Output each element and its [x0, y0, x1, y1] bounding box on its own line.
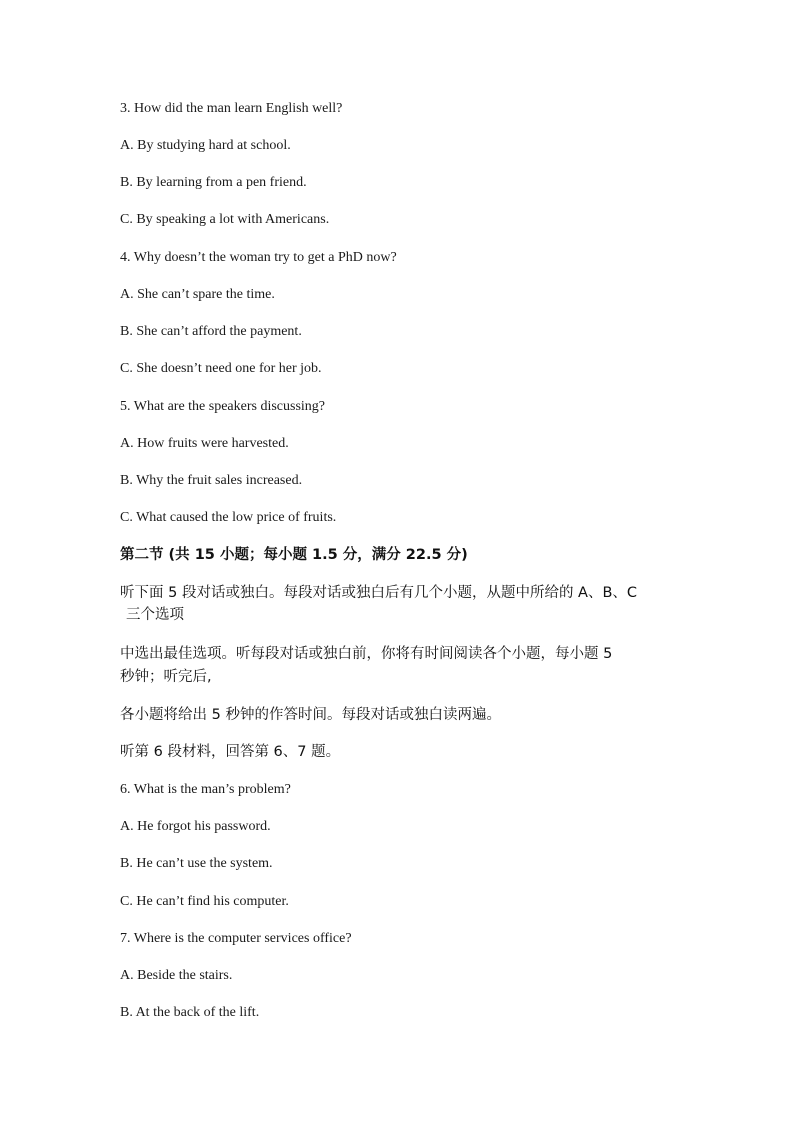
question-7-option-b: B. At the back of the lift.: [120, 1005, 260, 1020]
section-2-instruction-line-2: 三个选项: [126, 607, 184, 623]
question-6: 6. What is the man’s problem?: [120, 782, 291, 797]
question-4: 4. Why doesn’t the woman try to get a PhD now?: [120, 250, 397, 265]
question-3-option-b: B. By learning from a pen friend.: [120, 175, 307, 190]
section-2-instruction-line-3: 中选出最佳选项。听每段对话或独白前，你将有时间阅读各个小题，每小题 5: [120, 646, 613, 662]
section-2-instruction-line-4: 秒钟；听完后,: [120, 669, 212, 685]
question-7: 7. Where is the computer services office?: [120, 931, 352, 946]
question-6-option-c: C. He can’t find his computer.: [120, 894, 289, 909]
question-7-option-a: A. Beside the stairs.: [120, 968, 233, 983]
question-5: 5. What are the speakers discussing?: [120, 399, 326, 414]
question-4-option-c: C. She doesn’t need one for her job.: [120, 361, 322, 376]
question-5-option-b: B. Why the fruit sales increased.: [120, 473, 303, 488]
section-2-heading: 第二节 (共 15 小题；每小题 1.5 分，满分 22.5 分): [120, 547, 468, 563]
question-3: 3. How did the man learn English well?: [120, 101, 343, 116]
material-6-instruction: 听第 6 段材料，回答第 6、7 题。: [120, 744, 341, 760]
section-2-instruction-line-5: 各小题将给出 5 秒钟的作答时间。每段对话或独白读两遍。: [120, 707, 501, 723]
question-4-option-a: A. She can’t spare the time.: [120, 287, 275, 302]
section-2-instruction-line-1: 听下面 5 段对话或独白。每段对话或独白后有几个小题，从题中所给的 A、B、C: [120, 585, 638, 601]
question-5-option-c: C. What caused the low price of fruits.: [120, 510, 337, 525]
question-4-option-b: B. She can’t afford the payment.: [120, 324, 302, 339]
question-6-option-b: B. He can’t use the system.: [120, 856, 273, 871]
question-3-option-c: C. By speaking a lot with Americans.: [120, 212, 330, 227]
question-6-option-a: A. He forgot his password.: [120, 819, 271, 834]
question-5-option-a: A. How fruits were harvested.: [120, 436, 289, 451]
question-3-option-a: A. By studying hard at school.: [120, 138, 291, 153]
